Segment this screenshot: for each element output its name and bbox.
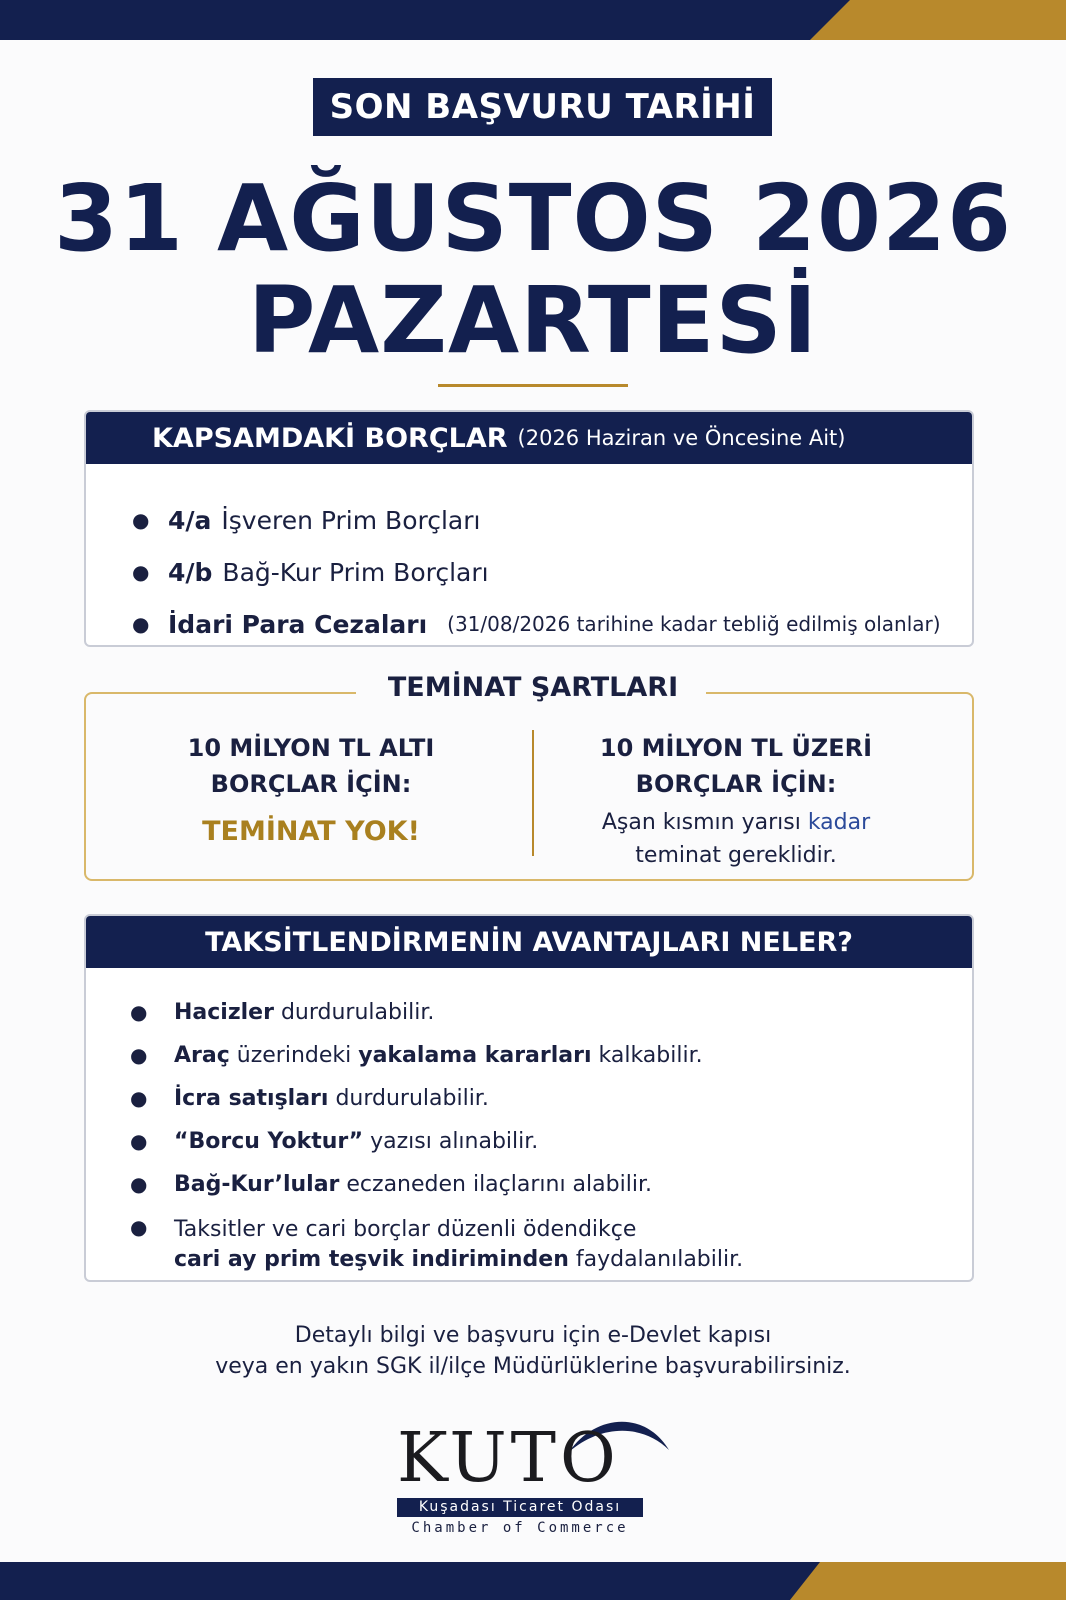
kuto-logo xyxy=(397,1419,677,1538)
footer-note xyxy=(0,1320,1066,1382)
bullet-icon: ● xyxy=(130,1129,148,1153)
list-item xyxy=(132,494,972,546)
item-note: (31/08/2026 tarihine kadar tebliğ edilmiş olanlar) xyxy=(447,612,941,636)
item-bold: 4/a xyxy=(168,505,212,535)
no-collateral-label: TEMİNAT YOK! xyxy=(202,816,420,847)
item-text: İşveren Prim Borçları xyxy=(221,505,481,535)
column-divider xyxy=(532,730,534,856)
list-item xyxy=(132,598,972,650)
bullet-icon: ● xyxy=(130,1086,148,1110)
covered-debts-header xyxy=(86,412,972,464)
logo-subtitle: Chamber of Commerce xyxy=(411,1520,629,1536)
advantages-title: TAKSİTLENDİRMENİN AVANTAJLARI NELER? xyxy=(205,926,853,958)
item-bold: 4/b xyxy=(168,557,213,587)
bottom-decor-bar xyxy=(0,1562,1066,1600)
covered-debts-panel xyxy=(84,410,974,647)
footer-line-2: veya en yakın SGK il/ilçe Müdürlüklerine başvurabilirsiniz. xyxy=(215,1354,851,1379)
collateral-right-text: Aşan kısmın yarısı kadar teminat gereklidir. xyxy=(601,810,871,868)
list-item: ● Hacizler durdurulabilir. xyxy=(130,1000,435,1025)
collateral-panel xyxy=(84,692,974,881)
footer-line-1: Detaylı bilgi ve başvuru için e-Devlet kapısı xyxy=(294,1323,772,1348)
list-item: ● İcra satışları durdurulabilir. xyxy=(130,1086,489,1111)
top-decor-bar xyxy=(0,0,1066,40)
covered-debts-title: KAPSAMDAKİ BORÇLAR xyxy=(152,422,508,454)
advantages-header xyxy=(86,916,972,968)
deadline-day: PAZARTESİ xyxy=(248,267,818,374)
collateral-right-heading-2: BORÇLAR İÇİN: xyxy=(635,770,837,798)
collateral-over-10m xyxy=(566,730,906,872)
list-item xyxy=(132,546,972,598)
bullet-icon: ● xyxy=(132,612,150,636)
gold-divider xyxy=(438,384,628,387)
collateral-title: TEMİNAT ŞARTLARI xyxy=(387,672,679,703)
collateral-under-10m xyxy=(166,730,456,847)
collateral-right-heading: 10 MİLYON TL ÜZERİ xyxy=(599,734,873,762)
bullet-icon: ● xyxy=(132,560,150,584)
logo-wordmark: KUTO xyxy=(397,1419,620,1498)
logo-strip: Kuşadası Ticaret Odası xyxy=(397,1498,643,1517)
advantages-panel xyxy=(84,914,974,1282)
deadline-date: 31 AĞUSTOS 2026 xyxy=(53,165,1013,272)
covered-debts-subtitle: (2026 Haziran ve Öncesine Ait) xyxy=(517,426,846,450)
item-bold: İdari Para Cezaları xyxy=(168,609,428,639)
collateral-left-heading-2: BORÇLAR İÇİN: xyxy=(210,770,412,798)
list-item: ● Bağ-Kur’lular eczaneden ilaçlarını alabilir. xyxy=(130,1172,652,1197)
item-text: Bağ-Kur Prim Borçları xyxy=(222,557,489,587)
list-item: ● “Borcu Yoktur” yazısı alınabilir. xyxy=(130,1129,539,1154)
bullet-icon: ● xyxy=(130,1215,148,1239)
bullet-icon: ● xyxy=(130,1000,148,1024)
bullet-icon: ● xyxy=(130,1043,148,1067)
list-item: ● Araç üzerindeki yakalama kararları kalkabilir. xyxy=(130,1043,703,1068)
list-item: ● Taksitler ve cari borçlar düzenli ödendikçe cari ay prim teşvik indiriminden faydalanılabilir. xyxy=(130,1215,744,1272)
collateral-left-heading: 10 MİLYON TL ALTI xyxy=(187,734,435,762)
deadline-tag: SON BAŞVURU TARİHİ xyxy=(313,78,772,136)
bullet-icon: ● xyxy=(130,1172,148,1196)
bullet-icon: ● xyxy=(132,508,150,532)
